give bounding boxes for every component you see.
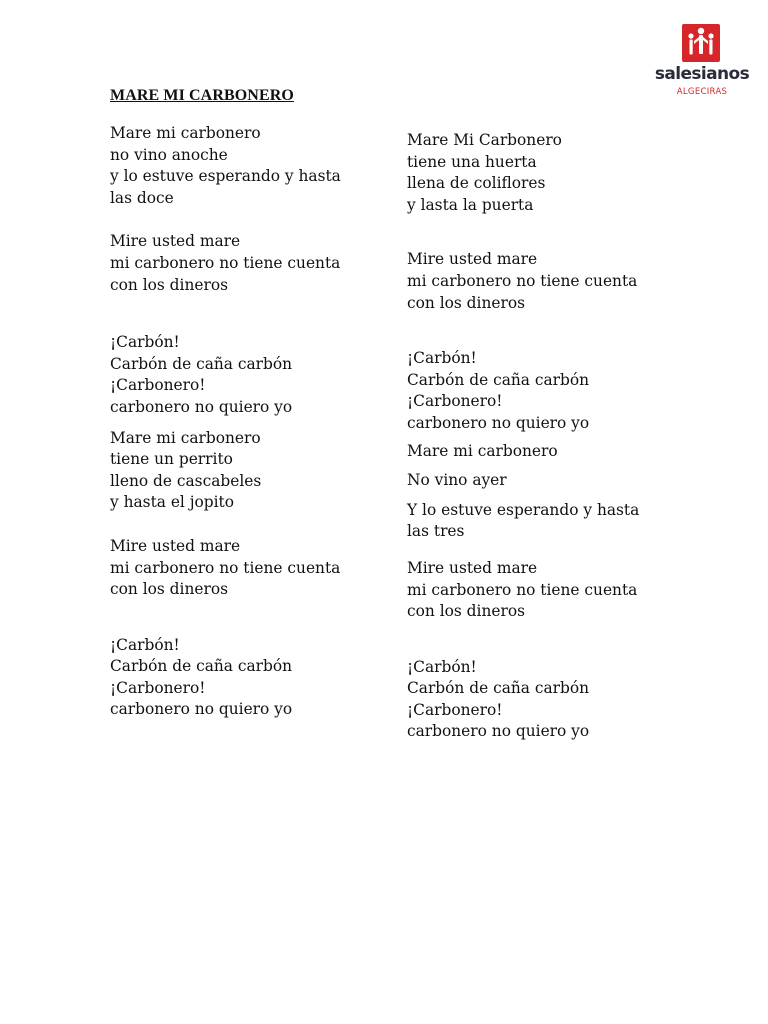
lyric-line: Mire usted mare xyxy=(110,536,241,555)
lyric-line: con los dineros xyxy=(110,580,228,599)
lyric-line: carbonero no quiero yo xyxy=(407,413,590,432)
lyric-line: Carbón de caña carbón xyxy=(110,657,293,676)
lyric-line: Mare Mi Carbonero xyxy=(407,131,562,149)
song-title: MARE MI CARBONERO xyxy=(110,87,294,104)
lyric-line: llena de coliflores xyxy=(407,174,546,193)
lyric-line: ¡Carbón! xyxy=(110,333,180,352)
stanza xyxy=(110,231,410,296)
lyric-line: Mare mi carbonero xyxy=(407,441,558,460)
logo-city: ALGECIRAS xyxy=(676,87,728,97)
right-column xyxy=(407,130,707,743)
stanza xyxy=(110,635,410,721)
salesianos-figures-icon xyxy=(682,24,720,62)
lyric-line: y lo estuve esperando y hasta xyxy=(110,167,341,186)
lyric-line: Mire usted mare xyxy=(110,232,241,251)
lyric-line: Mare mi carbonero xyxy=(110,428,261,447)
lyric-line: tiene una huerta xyxy=(407,152,537,171)
stanza xyxy=(407,249,707,314)
stanza xyxy=(407,348,707,434)
lyric-line: y lasta la puerta xyxy=(407,195,534,214)
lyric-line: Carbón de caña carbón xyxy=(407,370,590,389)
stanza xyxy=(407,500,707,543)
lyric-line: lleno de cascabeles xyxy=(110,471,262,490)
stanza xyxy=(407,558,707,623)
lyric-line: mi carbonero no tiene cuenta xyxy=(407,580,638,599)
lyric-line: No vino ayer xyxy=(407,471,507,490)
stanza xyxy=(110,536,410,601)
lyric-line: las tres xyxy=(407,522,465,541)
salesianos-logo xyxy=(650,22,754,102)
lyric-line: y hasta el jopito xyxy=(110,493,235,512)
stanza xyxy=(407,441,707,463)
lyric-line: con los dineros xyxy=(407,293,525,312)
stanza xyxy=(110,123,410,209)
stanza xyxy=(110,428,410,514)
lyric-line: con los dineros xyxy=(110,275,228,294)
lyric-line: Carbón de caña carbón xyxy=(407,679,590,698)
logo-name: salesianos xyxy=(654,64,750,84)
lyric-line: Mire usted mare xyxy=(407,558,538,577)
lyric-line: Carbón de caña carbón xyxy=(110,354,293,373)
lyric-line: ¡Carbonero! xyxy=(110,678,206,697)
lyric-line: Mire usted mare xyxy=(407,250,538,269)
stanza xyxy=(407,657,707,743)
lyric-line: carbonero no quiero yo xyxy=(110,397,293,416)
stanza xyxy=(407,470,707,492)
lyric-line: no vino anoche xyxy=(110,145,228,164)
lyric-line: mi carbonero no tiene cuenta xyxy=(407,271,638,290)
lyric-line: mi carbonero no tiene cuenta xyxy=(110,558,341,577)
lyric-line: tiene un perrito xyxy=(110,450,233,469)
lyric-line: las doce xyxy=(110,188,174,207)
lyric-line: carbonero no quiero yo xyxy=(407,722,590,741)
lyric-line: Mare mi carbonero xyxy=(110,124,261,142)
stanza xyxy=(407,130,707,216)
lyric-line: con los dineros xyxy=(407,602,525,621)
stanza xyxy=(110,332,410,418)
lyric-line: ¡Carbonero! xyxy=(407,392,503,411)
lyric-line: ¡Carbonero! xyxy=(110,376,206,395)
lyric-line: ¡Carbón! xyxy=(407,349,477,368)
lyric-line: carbonero no quiero yo xyxy=(110,700,293,719)
lyric-line: ¡Carbonero! xyxy=(407,700,503,719)
lyric-line: Y lo estuve esperando y hasta xyxy=(407,500,640,519)
lyric-line: ¡Carbón! xyxy=(407,657,477,676)
left-column xyxy=(110,123,410,721)
lyric-line: ¡Carbón! xyxy=(110,635,180,654)
lyric-line: mi carbonero no tiene cuenta xyxy=(110,253,341,272)
